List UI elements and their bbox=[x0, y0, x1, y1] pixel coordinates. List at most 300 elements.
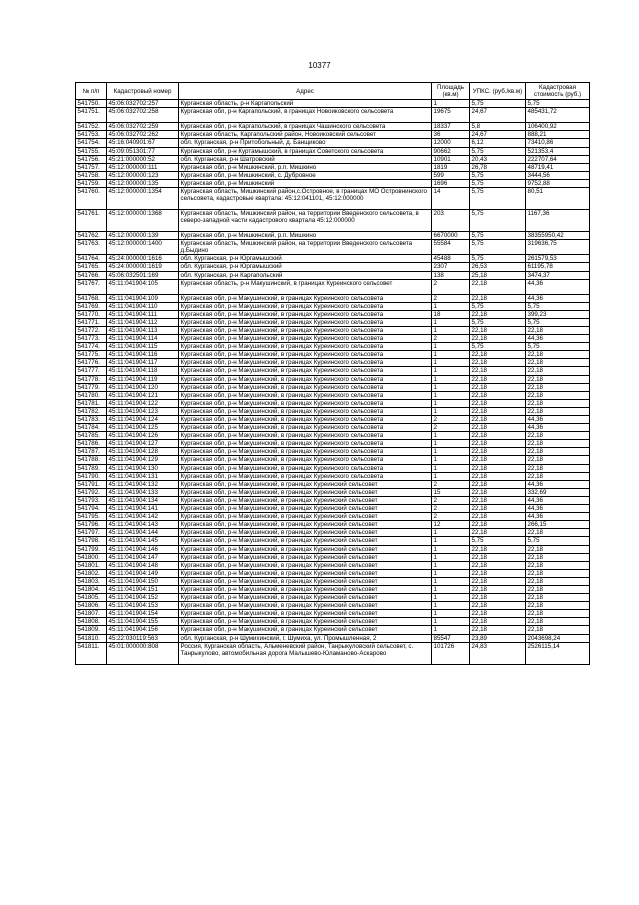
area: 36 bbox=[432, 131, 470, 139]
address: Курганская обл, р-н Макушинский, в границах Куреинского сельсовета bbox=[179, 383, 432, 391]
upks-value: 22,18 bbox=[470, 448, 526, 456]
cadastral-cost: 5,75 bbox=[526, 100, 590, 108]
cadastral-cost: 22,18 bbox=[526, 432, 590, 440]
cadastral-number: 45:11:041904:128 bbox=[107, 448, 179, 456]
cadastral-cost: 22,18 bbox=[526, 569, 590, 577]
area: 1 bbox=[432, 351, 470, 359]
address: Курганская обл, р-н Макушинский, в границах Куреинского сельсовета bbox=[179, 440, 432, 448]
row-number: 541788. bbox=[76, 456, 107, 464]
upks-value: 22,18 bbox=[470, 545, 526, 553]
table-row bbox=[76, 123, 590, 131]
address: Курганская обл, р-н Каргапольский, в границах Новоиковского сельсовета bbox=[179, 108, 432, 123]
row-number: 541783. bbox=[76, 416, 107, 424]
table-row bbox=[76, 139, 590, 147]
cadastral-value-table bbox=[75, 82, 590, 665]
address: Курганская обл, р-н Куртамышский, в границах Советского сельсовета bbox=[179, 147, 432, 155]
row-number: 541754. bbox=[76, 139, 107, 147]
upks-value: 23,89 bbox=[470, 634, 526, 642]
address: Курганская область, Мишкинский район,с.Островное, в границах МО Островнинского сельсовета, кадастровые квартала: 45:12:041101, 45:12:000000 bbox=[179, 188, 432, 210]
area: 1 bbox=[432, 456, 470, 464]
row-number: 541802. bbox=[76, 569, 107, 577]
table-row bbox=[76, 391, 590, 399]
address: Курганская обл, р-н Макушинский, в границах Куреинский сельсовет bbox=[179, 537, 432, 545]
cadastral-cost: 22,18 bbox=[526, 561, 590, 569]
cadastral-cost: 3474,37 bbox=[526, 271, 590, 279]
cadastral-cost: 332,69 bbox=[526, 488, 590, 496]
area: 2 bbox=[432, 480, 470, 488]
address: Курганская обл, р-н Макушинский, в границах Куреинского сельсовета bbox=[179, 359, 432, 367]
upks-value: 22,18 bbox=[470, 626, 526, 634]
area: 15 bbox=[432, 488, 470, 496]
row-number: 541794. bbox=[76, 505, 107, 513]
upks-value: 24,67 bbox=[470, 131, 526, 139]
table-row bbox=[76, 147, 590, 155]
area: 14 bbox=[432, 188, 470, 210]
cadastral-cost: 1167,36 bbox=[526, 210, 590, 232]
row-number: 541769. bbox=[76, 302, 107, 310]
row-number: 541786. bbox=[76, 440, 107, 448]
address: Курганская обл, р-н Мишкинский, с. Дубровное bbox=[179, 171, 432, 179]
row-number: 541787. bbox=[76, 448, 107, 456]
cadastral-cost: 5,75 bbox=[526, 343, 590, 351]
cadastral-number: 45:12:000000:1400 bbox=[107, 240, 179, 255]
area: 1 bbox=[432, 367, 470, 375]
cadastral-number: 45:11:041904:109 bbox=[107, 294, 179, 302]
table-row bbox=[76, 163, 590, 171]
upks-value: 5,75 bbox=[470, 147, 526, 155]
address: Курганская обл, р-н Макушинский, в границах Куреинского сельсовета bbox=[179, 472, 432, 480]
cadastral-number: 45:11:041904:123 bbox=[107, 407, 179, 415]
cadastral-cost: 22,18 bbox=[526, 448, 590, 456]
area: 1 bbox=[432, 553, 470, 561]
cadastral-cost: 5,75 bbox=[526, 537, 590, 545]
area: 2 bbox=[432, 424, 470, 432]
upks-value: 6,12 bbox=[470, 139, 526, 147]
cadastral-cost: 22,18 bbox=[526, 610, 590, 618]
upks-value: 22,18 bbox=[470, 480, 526, 488]
cadastral-cost: 73410,86 bbox=[526, 139, 590, 147]
upks-value: 20,43 bbox=[470, 155, 526, 163]
cadastral-cost: 22,18 bbox=[526, 440, 590, 448]
area: 12000 bbox=[432, 139, 470, 147]
cadastral-cost: 22,18 bbox=[526, 359, 590, 367]
upks-value: 22,18 bbox=[470, 529, 526, 537]
row-number: 541778. bbox=[76, 375, 107, 383]
area: 1 bbox=[432, 302, 470, 310]
address: Курганская обл, р-н Макушинский, в границах Куреинский сельсовет bbox=[179, 602, 432, 610]
address: обл. Курганская, р-н Шатровский bbox=[179, 155, 432, 163]
address: Курганская обл, р-н Макушинский, в границах Куреинского сельсовета bbox=[179, 391, 432, 399]
address: Курганская обл, р-н Макушинский, в границах Куреинский сельсовет bbox=[179, 488, 432, 496]
cadastral-cost: 261579,53 bbox=[526, 255, 590, 263]
table-row bbox=[76, 294, 590, 302]
row-number: 541771. bbox=[76, 318, 107, 326]
row-number: 541756. bbox=[76, 155, 107, 163]
area: 1 bbox=[432, 448, 470, 456]
upks-value: 5,75 bbox=[470, 240, 526, 255]
table-row bbox=[76, 232, 590, 240]
address: обл. Курганская, р-н Шумихинский, г. Шумиха, ул. Промышленная, 2 bbox=[179, 634, 432, 642]
cadastral-cost: 44,36 bbox=[526, 480, 590, 488]
address: обл. Курганская, р-н Притобольный, д. Банщиково bbox=[179, 139, 432, 147]
area: 1 bbox=[432, 618, 470, 626]
area: 1 bbox=[432, 326, 470, 334]
area: 1 bbox=[432, 407, 470, 415]
page-number: 10377 bbox=[308, 61, 331, 70]
row-number: 541791. bbox=[76, 480, 107, 488]
upks-value: 22,18 bbox=[470, 602, 526, 610]
cadastral-cost: 22,18 bbox=[526, 375, 590, 383]
table-row bbox=[76, 561, 590, 569]
table-row bbox=[76, 618, 590, 626]
cadastral-number: 45:11:041904:105 bbox=[107, 279, 179, 294]
table-row bbox=[76, 456, 590, 464]
cadastral-cost: 22,18 bbox=[526, 399, 590, 407]
area: 18 bbox=[432, 310, 470, 318]
table-row bbox=[76, 440, 590, 448]
cadastral-cost: 44,36 bbox=[526, 513, 590, 521]
cadastral-number: 45:09:051301:77 bbox=[107, 147, 179, 155]
row-number: 541810. bbox=[76, 634, 107, 642]
upks-value: 22,18 bbox=[470, 496, 526, 504]
cadastral-number: 45:11:041904:121 bbox=[107, 391, 179, 399]
area: 1 bbox=[432, 602, 470, 610]
upks-value: 5,75 bbox=[470, 302, 526, 310]
area: 1 bbox=[432, 537, 470, 545]
upks-value: 22,18 bbox=[470, 416, 526, 424]
table-row bbox=[76, 553, 590, 561]
cadastral-number: 45:12:000000:1354 bbox=[107, 188, 179, 210]
table-row bbox=[76, 100, 590, 108]
header-cadastral-number: Кадастровый номер bbox=[107, 83, 179, 100]
upks-value: 5,75 bbox=[470, 210, 526, 232]
table-row bbox=[76, 626, 590, 634]
address: Курганская обл, р-н Макушинский, в границах Куреинского сельсовета bbox=[179, 456, 432, 464]
table-row bbox=[76, 569, 590, 577]
area: 1 bbox=[432, 100, 470, 108]
row-number: 541775. bbox=[76, 351, 107, 359]
cadastral-number: 45:11:041904:143 bbox=[107, 521, 179, 529]
cadastral-cost: 888,21 bbox=[526, 131, 590, 139]
area: 19675 bbox=[432, 108, 470, 123]
table-row bbox=[76, 545, 590, 553]
row-number: 541784. bbox=[76, 424, 107, 432]
cadastral-number: 45:11:041904:122 bbox=[107, 399, 179, 407]
cadastral-number: 45:11:041904:119 bbox=[107, 375, 179, 383]
cadastral-cost: 22,18 bbox=[526, 553, 590, 561]
table-row bbox=[76, 529, 590, 537]
address: Курганская обл, р-н Макушинский, в границах Куреинский сельсовет bbox=[179, 505, 432, 513]
table-row bbox=[76, 351, 590, 359]
area: 2 bbox=[432, 279, 470, 294]
cadastral-number: 45:11:041904:145 bbox=[107, 537, 179, 545]
table-row bbox=[76, 359, 590, 367]
address: Курганская обл, р-н Мишкинский bbox=[179, 179, 432, 187]
cadastral-cost: 399,23 bbox=[526, 310, 590, 318]
row-number: 541753. bbox=[76, 131, 107, 139]
cadastral-cost: 44,36 bbox=[526, 505, 590, 513]
cadastral-number: 45:11:041904:141 bbox=[107, 505, 179, 513]
area: 90662 bbox=[432, 147, 470, 155]
upks-value: 5,8 bbox=[470, 123, 526, 131]
cadastral-cost: 485431,72 bbox=[526, 108, 590, 123]
upks-value: 5,75 bbox=[470, 232, 526, 240]
address: Курганская обл, р-н Макушинский, в границах Куреинского сельсовета bbox=[179, 310, 432, 318]
address: Курганская обл, р-н Макушинский, в границах Куреинского сельсовета bbox=[179, 432, 432, 440]
cadastral-cost: 22,18 bbox=[526, 367, 590, 375]
row-number: 541805. bbox=[76, 594, 107, 602]
row-number: 541779. bbox=[76, 383, 107, 391]
row-number: 541808. bbox=[76, 618, 107, 626]
cadastral-number: 45:11:041904:150 bbox=[107, 577, 179, 585]
header-address: Адрес bbox=[179, 83, 432, 100]
address: обл. Курганская, р-н Юргамышский bbox=[179, 255, 432, 263]
cadastral-cost: 22,18 bbox=[526, 464, 590, 472]
upks-value: 25,18 bbox=[470, 271, 526, 279]
cadastral-cost: 106400,92 bbox=[526, 123, 590, 131]
row-number: 541774. bbox=[76, 343, 107, 351]
cadastral-cost: 22,18 bbox=[526, 585, 590, 593]
upks-value: 22,18 bbox=[470, 553, 526, 561]
cadastral-number: 45:11:041904:116 bbox=[107, 351, 179, 359]
cadastral-cost: 44,36 bbox=[526, 279, 590, 294]
row-number: 541762. bbox=[76, 232, 107, 240]
table-row bbox=[76, 594, 590, 602]
row-number: 541792. bbox=[76, 488, 107, 496]
cadastral-number: 45:06:032702:258 bbox=[107, 108, 179, 123]
row-number: 541761. bbox=[76, 210, 107, 232]
address: Курганская обл, р-н Макушинский, в границах Куреинский сельсовет bbox=[179, 480, 432, 488]
upks-value: 22,18 bbox=[470, 399, 526, 407]
area: 85547 bbox=[432, 634, 470, 642]
area: 1 bbox=[432, 610, 470, 618]
address: Россия, Курганская область, Альменевский район, Танрыкуловский сельсовет, с. Танрыкулово, автомобильная дорога Малышево-Юламаново-Аскарово bbox=[179, 642, 432, 664]
area: 2 bbox=[432, 513, 470, 521]
cadastral-number: 45:16:040901:67 bbox=[107, 139, 179, 147]
cadastral-cost: 22,18 bbox=[526, 407, 590, 415]
cadastral-cost: 44,36 bbox=[526, 424, 590, 432]
row-number: 541751. bbox=[76, 108, 107, 123]
row-number: 541772. bbox=[76, 326, 107, 334]
cadastral-cost: 44,36 bbox=[526, 496, 590, 504]
row-number: 541809. bbox=[76, 626, 107, 634]
table-row bbox=[76, 610, 590, 618]
address: Курганская обл, р-н Макушинский, в границах Куреинского сельсовета bbox=[179, 302, 432, 310]
address: обл. Курганская, р-н Каргапольский bbox=[179, 271, 432, 279]
address: Курганская обл, р-н Макушинский, в границах Куреинского сельсовета bbox=[179, 335, 432, 343]
upks-value: 22,18 bbox=[470, 440, 526, 448]
table-row bbox=[76, 416, 590, 424]
table-row bbox=[76, 496, 590, 504]
upks-value: 22,18 bbox=[470, 488, 526, 496]
address: Курганская обл, р-н Макушинский, в границах Куреинский сельсовет bbox=[179, 594, 432, 602]
cadastral-number: 45:11:041904:147 bbox=[107, 553, 179, 561]
cadastral-number: 45:11:041904:129 bbox=[107, 456, 179, 464]
table-row bbox=[76, 464, 590, 472]
table-row bbox=[76, 375, 590, 383]
table-row bbox=[76, 480, 590, 488]
cadastral-number: 45:11:041904:113 bbox=[107, 326, 179, 334]
area: 1 bbox=[432, 399, 470, 407]
cadastral-number: 45:06:032702:257 bbox=[107, 100, 179, 108]
table-row bbox=[76, 505, 590, 513]
upks-value: 22,18 bbox=[470, 424, 526, 432]
table-row bbox=[76, 448, 590, 456]
cadastral-cost: 44,36 bbox=[526, 294, 590, 302]
row-number: 541755. bbox=[76, 147, 107, 155]
upks-value: 22,18 bbox=[470, 618, 526, 626]
header-upks: УПКС. (руб./кв.м) bbox=[470, 83, 526, 100]
table-row bbox=[76, 634, 590, 642]
cadastral-cost: 5,75 bbox=[526, 302, 590, 310]
table-row bbox=[76, 179, 590, 187]
cadastral-number: 45:11:041904:110 bbox=[107, 302, 179, 310]
address: Курганская обл, р-н Макушинский, в границах Куреинский сельсовет bbox=[179, 513, 432, 521]
upks-value: 22,18 bbox=[470, 561, 526, 569]
row-number: 541768. bbox=[76, 294, 107, 302]
address: Курганская область, р-н Каргапольский bbox=[179, 100, 432, 108]
cadastral-number: 45:12:000000:123 bbox=[107, 171, 179, 179]
cadastral-number: 45:11:041904:126 bbox=[107, 432, 179, 440]
upks-value: 22,18 bbox=[470, 359, 526, 367]
table-row bbox=[76, 521, 590, 529]
cadastral-number: 45:11:041904:112 bbox=[107, 318, 179, 326]
row-number: 541800. bbox=[76, 553, 107, 561]
cadastral-cost: 44,36 bbox=[526, 416, 590, 424]
upks-value: 22,18 bbox=[470, 375, 526, 383]
area: 1 bbox=[432, 432, 470, 440]
address: Курганская обл, р-н Макушинский, в границах Куреинский сельсовет bbox=[179, 626, 432, 634]
area: 1 bbox=[432, 561, 470, 569]
address: Курганская обл, р-н Макушинский, в границах Куреинский сельсовет bbox=[179, 618, 432, 626]
cadastral-number: 45:11:041904:152 bbox=[107, 594, 179, 602]
table-body bbox=[76, 100, 590, 664]
cadastral-cost: 222707,64 bbox=[526, 155, 590, 163]
address: Курганская область, Мишкинский район, на территории Введенского сельсовета, в северо-западной части кадастрового квартала 45:12:000000 bbox=[179, 210, 432, 232]
table-row bbox=[76, 155, 590, 163]
row-number: 541773. bbox=[76, 335, 107, 343]
area: 1 bbox=[432, 626, 470, 634]
upks-value: 22,18 bbox=[470, 610, 526, 618]
row-number: 541757. bbox=[76, 163, 107, 171]
upks-value: 5,75 bbox=[470, 100, 526, 108]
address: Курганская обл, р-н Макушинский, в границах Куреинский сельсовет bbox=[179, 577, 432, 585]
address: Курганская обл, р-н Макушинский, в границах Куреинского сельсовета bbox=[179, 375, 432, 383]
cadastral-cost: 266,15 bbox=[526, 521, 590, 529]
cadastral-cost: 38355950,42 bbox=[526, 232, 590, 240]
row-number: 541763. bbox=[76, 240, 107, 255]
area: 1696 bbox=[432, 179, 470, 187]
cadastral-number: 45:06:032702:262 bbox=[107, 131, 179, 139]
address: Курганская обл, р-н Макушинский, в границах Куреинского сельсовета bbox=[179, 326, 432, 334]
table-row bbox=[76, 318, 590, 326]
upks-value: 22,18 bbox=[470, 472, 526, 480]
area: 138 bbox=[432, 271, 470, 279]
table-row bbox=[76, 131, 590, 139]
upks-value: 22,18 bbox=[470, 407, 526, 415]
address: Курганская обл, р-н Макушинский, в границах Куреинский сельсовет bbox=[179, 529, 432, 537]
table-row bbox=[76, 210, 590, 232]
area: 101726 bbox=[432, 642, 470, 664]
row-number: 541798. bbox=[76, 537, 107, 545]
address: Курганская обл, р-н Макушинский, в границах Куреинский сельсовет bbox=[179, 610, 432, 618]
row-number: 541752. bbox=[76, 123, 107, 131]
cadastral-number: 45:11:041904:154 bbox=[107, 610, 179, 618]
table-row bbox=[76, 279, 590, 294]
table-row bbox=[76, 407, 590, 415]
area: 1 bbox=[432, 472, 470, 480]
row-number: 541780. bbox=[76, 391, 107, 399]
cadastral-cost: 521353,4 bbox=[526, 147, 590, 155]
cadastral-cost: 5,75 bbox=[526, 318, 590, 326]
address: Курганская обл, р-н Мишкинский, р.п. Мишкино bbox=[179, 163, 432, 171]
upks-value: 22,18 bbox=[470, 464, 526, 472]
cadastral-number: 45:12:000000:139 bbox=[107, 232, 179, 240]
cadastral-cost: 2043698,24 bbox=[526, 634, 590, 642]
area: 203 bbox=[432, 210, 470, 232]
table-row bbox=[76, 108, 590, 123]
cadastral-number: 45:24:000000:1619 bbox=[107, 263, 179, 271]
upks-value: 24,83 bbox=[470, 642, 526, 664]
row-number: 541799. bbox=[76, 545, 107, 553]
row-number: 541759. bbox=[76, 179, 107, 187]
address: Курганская обл, р-н Макушинский, в границах Куреинского сельсовета bbox=[179, 424, 432, 432]
cadastral-number: 45:11:041904:148 bbox=[107, 561, 179, 569]
address: Курганская обл, р-н Каргапольский, в границах Чашинского сельсовета bbox=[179, 123, 432, 131]
address: Курганская обл, р-н Макушинский, в границах Куреинский сельсовет bbox=[179, 569, 432, 577]
upks-value: 22,18 bbox=[470, 310, 526, 318]
table-row bbox=[76, 577, 590, 585]
row-number: 541803. bbox=[76, 577, 107, 585]
area: 1 bbox=[432, 383, 470, 391]
row-number: 541766. bbox=[76, 271, 107, 279]
area: 2 bbox=[432, 416, 470, 424]
area: 1819 bbox=[432, 163, 470, 171]
address: Курганская обл, р-н Макушинский, в границах Куреинского сельсовета bbox=[179, 318, 432, 326]
cadastral-number: 45:11:041904:156 bbox=[107, 626, 179, 634]
upks-value: 5,75 bbox=[470, 537, 526, 545]
row-number: 541790. bbox=[76, 472, 107, 480]
cadastral-number: 45:11:041904:115 bbox=[107, 343, 179, 351]
area: 1 bbox=[432, 440, 470, 448]
cadastral-cost: 80,51 bbox=[526, 188, 590, 210]
table-row bbox=[76, 642, 590, 664]
upks-value: 5,75 bbox=[470, 179, 526, 187]
table-row bbox=[76, 310, 590, 318]
cadastral-number: 45:11:041904:144 bbox=[107, 529, 179, 537]
header-number: № п/п bbox=[76, 83, 107, 100]
area: 10901 bbox=[432, 155, 470, 163]
table-row bbox=[76, 326, 590, 334]
table-row bbox=[76, 585, 590, 593]
cadastral-cost: 2526115,14 bbox=[526, 642, 590, 664]
upks-value: 24,67 bbox=[470, 108, 526, 123]
table-row bbox=[76, 171, 590, 179]
cadastral-cost: 22,18 bbox=[526, 626, 590, 634]
cadastral-cost: 22,18 bbox=[526, 577, 590, 585]
row-number: 541785. bbox=[76, 432, 107, 440]
address: Курганская обл, р-н Макушинский, в границах Куреинский сельсовет bbox=[179, 585, 432, 593]
upks-value: 5,75 bbox=[470, 171, 526, 179]
address: Курганская обл, р-н Макушинский, в границах Куреинского сельсовета bbox=[179, 367, 432, 375]
row-number: 541797. bbox=[76, 529, 107, 537]
row-number: 541793. bbox=[76, 496, 107, 504]
cadastral-cost: 9752,88 bbox=[526, 179, 590, 187]
address: Курганская обл, р-н Макушинский, в границах Куреинский сельсовет bbox=[179, 496, 432, 504]
table-row bbox=[76, 188, 590, 210]
row-number: 541782. bbox=[76, 407, 107, 415]
row-number: 541758. bbox=[76, 171, 107, 179]
